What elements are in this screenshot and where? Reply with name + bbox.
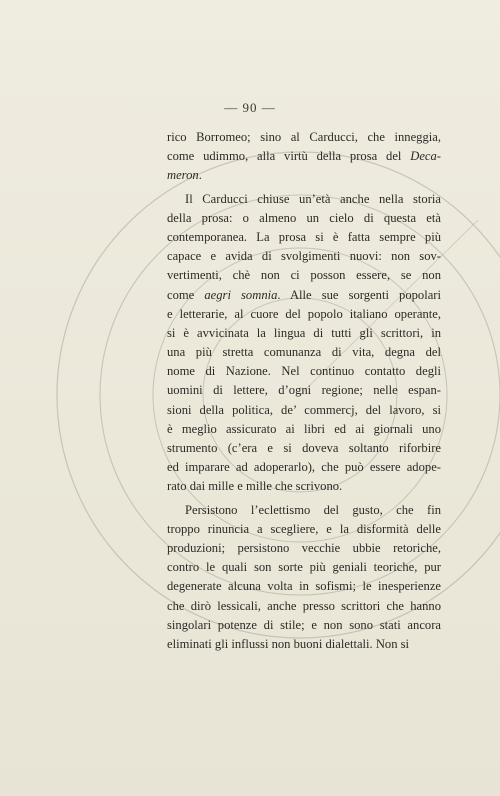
text-line	[167, 381, 441, 400]
text-segment: uomini di lettere, d’ogni regione; nelle espan-	[167, 383, 441, 398]
text-segment: rato dai mille e mille che scrivono.	[167, 479, 343, 494]
text-line	[167, 520, 441, 539]
text-segment: rico Borromeo; sino al Carducci, che inneggia,	[167, 130, 441, 144]
text-segment: contro le quali son sorte più geniali teoriche, pur	[167, 560, 441, 575]
text-line	[167, 597, 441, 616]
text-line	[167, 401, 441, 420]
text-segment: strumento (c’era e si doveva soltanto riforbire	[167, 441, 441, 455]
text-line	[167, 286, 441, 305]
text-segment: si è avvicinata la lingua di tutti gli scrittori, in	[167, 325, 441, 340]
text-line	[167, 420, 441, 439]
text-line	[167, 324, 441, 343]
italic-text: Deca-	[410, 149, 441, 164]
italic-text: aegri somnia	[204, 287, 278, 302]
text-line	[167, 458, 441, 477]
text-line	[167, 266, 441, 285]
text-line	[167, 147, 441, 166]
paragraph	[167, 128, 441, 186]
text-line	[167, 501, 441, 520]
page-number: — 90 —	[224, 100, 276, 115]
text-segment: una più stretta comunanza di vita, degna del	[167, 345, 441, 360]
body-text	[167, 128, 441, 654]
text-segment: Persistono l’eclettismo del gusto, che fin	[185, 502, 441, 517]
italic-text: meron	[167, 168, 199, 183]
text-segment: vertimenti, chè non ci posson essere, se non	[167, 268, 441, 283]
text-segment: eliminati gli influssi non buoni dialettali. Non si	[167, 636, 410, 651]
text-line	[167, 209, 441, 228]
text-segment: singolari potenze di stile; e non sono stati ancora	[167, 617, 441, 632]
paragraph	[167, 501, 441, 655]
text-line	[167, 439, 441, 458]
text-segment: come	[167, 287, 205, 302]
text-line	[167, 228, 441, 247]
text-line	[167, 539, 441, 558]
paragraph	[167, 190, 441, 497]
text-segment: .	[198, 168, 202, 183]
text-line	[167, 635, 441, 654]
text-line	[167, 166, 441, 185]
text-segment: che dirò lessicali, anche presso scrittori che hanno	[167, 598, 441, 613]
text-line	[167, 343, 441, 362]
text-line	[167, 128, 441, 147]
text-segment: contemporanea. La prosa si è fatta sempre più	[167, 229, 441, 244]
text-segment: nome di Nazione. Nel continuo contatto degli	[167, 364, 441, 379]
text-segment: è meglio assicurato ai libri ed ai giornali uno	[167, 421, 441, 436]
text-line	[167, 305, 441, 324]
text-line	[167, 616, 441, 635]
text-line	[167, 577, 441, 596]
text-segment: della prosa: o almeno un cielo di questa età	[167, 210, 441, 225]
text-segment: . Alle sue sorgenti popolari	[277, 287, 441, 302]
text-line	[167, 247, 441, 266]
text-segment: Il Carducci chiuse un’età anche nella storia	[185, 191, 441, 206]
text-line	[167, 362, 441, 381]
text-line	[167, 477, 441, 496]
text-segment: capace e avida di svolgimenti nuovi: non sov-	[167, 249, 441, 264]
text-segment: ed imparare ad adoperarlo), che può essere adope-	[167, 460, 441, 475]
text-line	[167, 558, 441, 577]
text-segment: come udimmo, alla virtù della prosa del	[167, 149, 411, 164]
text-segment: troppo rinuncia a scegliere, e la disformità delle	[167, 521, 441, 536]
text-segment: degenerate alcuna volta in sofismi; le inesperienze	[167, 579, 441, 594]
text-line	[167, 190, 441, 209]
text-segment: sioni della politica, de’ commercj, del lavoro, si	[167, 402, 441, 417]
text-segment: produzioni; persistono vecchie ubbie retoriche,	[167, 540, 441, 555]
text-segment: e letterarie, al cuore del popolo italiano operante,	[167, 306, 441, 321]
